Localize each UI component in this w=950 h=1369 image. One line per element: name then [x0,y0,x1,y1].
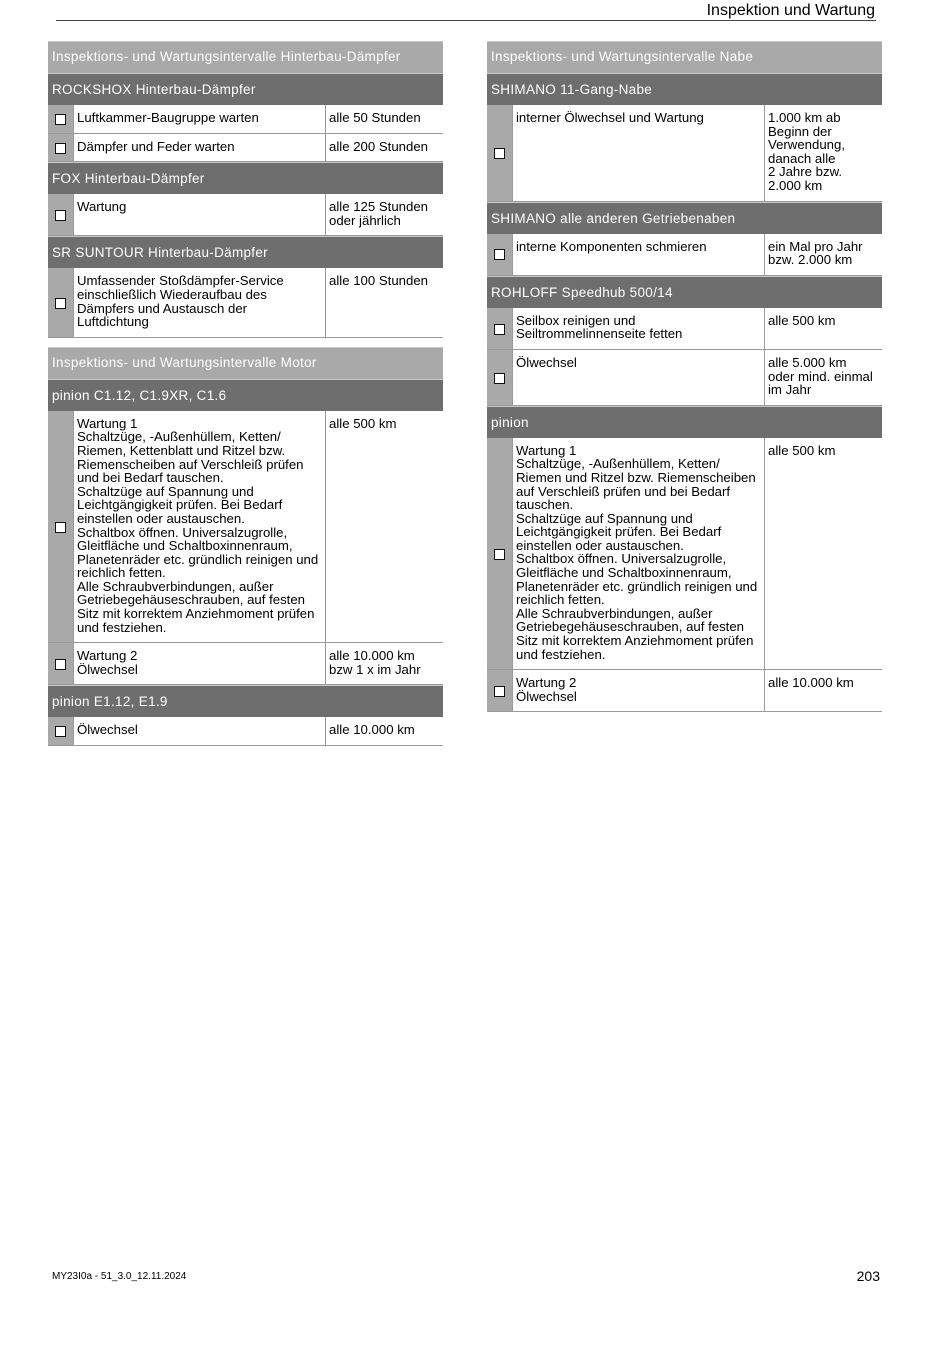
left-column [48,41,443,755]
component-heading: SHIMANO alle anderen Getriebenaben [487,202,882,234]
checkbox-icon[interactable] [494,148,505,159]
table-row [487,308,882,350]
checkbox-cell [48,411,74,643]
table-row [48,643,443,685]
right-column [487,41,882,721]
table-row [48,411,443,643]
task-cell: interner Ölwechsel und Wartung [513,105,765,201]
task-cell: Seilbox reinigen und Seiltrommelinnenseite fetten [513,308,765,350]
checkbox-icon[interactable] [55,143,66,154]
maintenance-section [487,41,882,712]
header-divider [56,20,876,21]
checkbox-icon[interactable] [55,114,66,125]
interval-table [48,717,443,746]
checkbox-cell [48,105,74,133]
interval-cell: alle 200 Stunden [326,133,444,162]
component-heading: pinion E1.12, E1.9 [48,685,443,717]
task-cell: Wartung [74,194,326,236]
checkbox-cell [487,234,513,276]
checkbox-icon[interactable] [494,549,505,560]
interval-cell: alle 5.000 km oder mind. einmal im Jahr [765,349,883,405]
checkbox-icon[interactable] [494,686,505,697]
checkbox-cell [48,643,74,685]
component-heading: SHIMANO 11-Gang-Nabe [487,73,882,105]
task-cell: interne Komponenten schmieren [513,234,765,276]
interval-cell: 1.000 km ab Beginn der Verwendung, danach alle 2 Jahre bzw. 2.000 km [765,105,883,201]
task-cell: Ölwechsel [74,717,326,745]
task-cell: Umfassender Stoßdämpfer-Service einschließlich Wiederaufbau des Dämpfers und Austausch der Luftdichtung [74,268,326,337]
task-cell: Dämpfer und Feder warten [74,133,326,162]
interval-table [48,194,443,236]
table-row [487,349,882,405]
task-cell: Wartung 1 Schaltzüge, -Außenhüllem, Ketten/ Riemen und Ritzel bzw. Riemenscheiben auf Verschleiß prüfen und bei Bedarf tauschen. Schaltzüge auf Spannung und Leichtgängigkeit prüfen. Bei Bedarf einstellen oder austauschen. Schaltbox öffnen. Universalzugrolle, Gleitfläche und Schaltboxinnenraum, Planetenräder etc. gründlich reinigen und reichlich fetten. Alle Schraubverbindungen, außer Getriebegehäuseschrauben, auf festen Sitz mit korrektem Anziehmoment prüfen und festziehen. [513,438,765,670]
interval-table [487,438,882,713]
table-row [487,438,882,670]
task-cell: Luftkammer-Baugruppe warten [74,105,326,133]
checkbox-icon[interactable] [55,210,66,221]
component-heading: ROHLOFF Speedhub 500/14 [487,276,882,308]
component-heading: FOX Hinterbau-Dämpfer [48,162,443,194]
task-cell: Wartung 1 Schaltzüge, -Außenhüllem, Ketten/ Riemen, Kettenblatt und Ritzel bzw. Riemenscheiben auf Verschleiß prüfen und bei Bedarf tauschen. Schaltzüge auf Spannung und Leichtgängigkeit prüfen. Bei Bedarf einstellen oder austauschen. Schaltbox öffnen. Universalzugrolle, Gleitfläche und Schaltboxinnenraum, Planetenräder etc. gründlich reinigen und reichlich fetten. Alle Schraubverbindungen, außer Getriebegehäuseschrauben, auf festen Sitz mit korrektem Anziehmoment prüfen und festziehen. [74,411,326,643]
table-row [48,105,443,133]
interval-table [48,105,443,162]
component-heading: SR SUNTOUR Hinterbau-Dämpfer [48,236,443,268]
table-row [48,717,443,745]
checkbox-cell [48,194,74,236]
checkbox-icon[interactable] [55,659,66,670]
checkbox-icon[interactable] [55,726,66,737]
document-code: MY23I0a - 51_3.0_12.11.2024 [52,1271,187,1282]
checkbox-icon[interactable] [494,249,505,260]
component-heading: pinion [487,406,882,438]
checkbox-icon[interactable] [55,298,66,309]
checkbox-icon[interactable] [55,522,66,533]
interval-table [48,268,443,337]
maintenance-section [48,41,443,338]
component-heading: ROCKSHOX Hinterbau-Dämpfer [48,73,443,105]
section-title: Inspektions- und Wartungsintervalle Motor [48,347,443,379]
interval-cell: alle 10.000 km [765,670,883,712]
checkbox-cell [487,349,513,405]
interval-cell: alle 50 Stunden [326,105,444,133]
interval-cell: alle 500 km [326,411,444,643]
task-cell: Ölwechsel [513,349,765,405]
checkbox-cell [48,133,74,162]
checkbox-cell [487,438,513,670]
interval-cell: ein Mal pro Jahr bzw. 2.000 km [765,234,883,276]
interval-table [487,234,882,276]
table-row [48,133,443,162]
checkbox-cell [487,670,513,712]
interval-cell: alle 500 km [765,308,883,350]
checkbox-cell [48,717,74,745]
maintenance-section [48,347,443,746]
interval-cell: alle 10.000 km bzw 1 x im Jahr [326,643,444,685]
component-heading: pinion C1.12, C1.9XR, C1.6 [48,379,443,411]
task-cell: Wartung 2 Ölwechsel [513,670,765,712]
table-row [487,105,882,201]
table-row [48,194,443,236]
interval-table [48,411,443,686]
page-number: 203 [856,1268,880,1284]
table-row [48,268,443,337]
checkbox-cell [48,268,74,337]
page-header-title: Inspektion und Wartung [706,2,875,19]
interval-cell: alle 10.000 km [326,717,444,745]
interval-cell: alle 125 Stunden oder jährlich [326,194,444,236]
interval-cell: alle 500 km [765,438,883,670]
section-title: Inspektions- und Wartungsintervalle Nabe [487,41,882,73]
task-cell: Wartung 2 Ölwechsel [74,643,326,685]
checkbox-icon[interactable] [494,373,505,384]
checkbox-cell [487,308,513,350]
interval-table [487,308,882,406]
section-title: Inspektions- und Wartungsintervalle Hinterbau-Dämpfer [48,41,443,73]
checkbox-icon[interactable] [494,324,505,335]
table-row [487,234,882,276]
checkbox-cell [487,105,513,201]
interval-table [487,105,882,202]
interval-cell: alle 100 Stunden [326,268,444,337]
table-row [487,670,882,712]
